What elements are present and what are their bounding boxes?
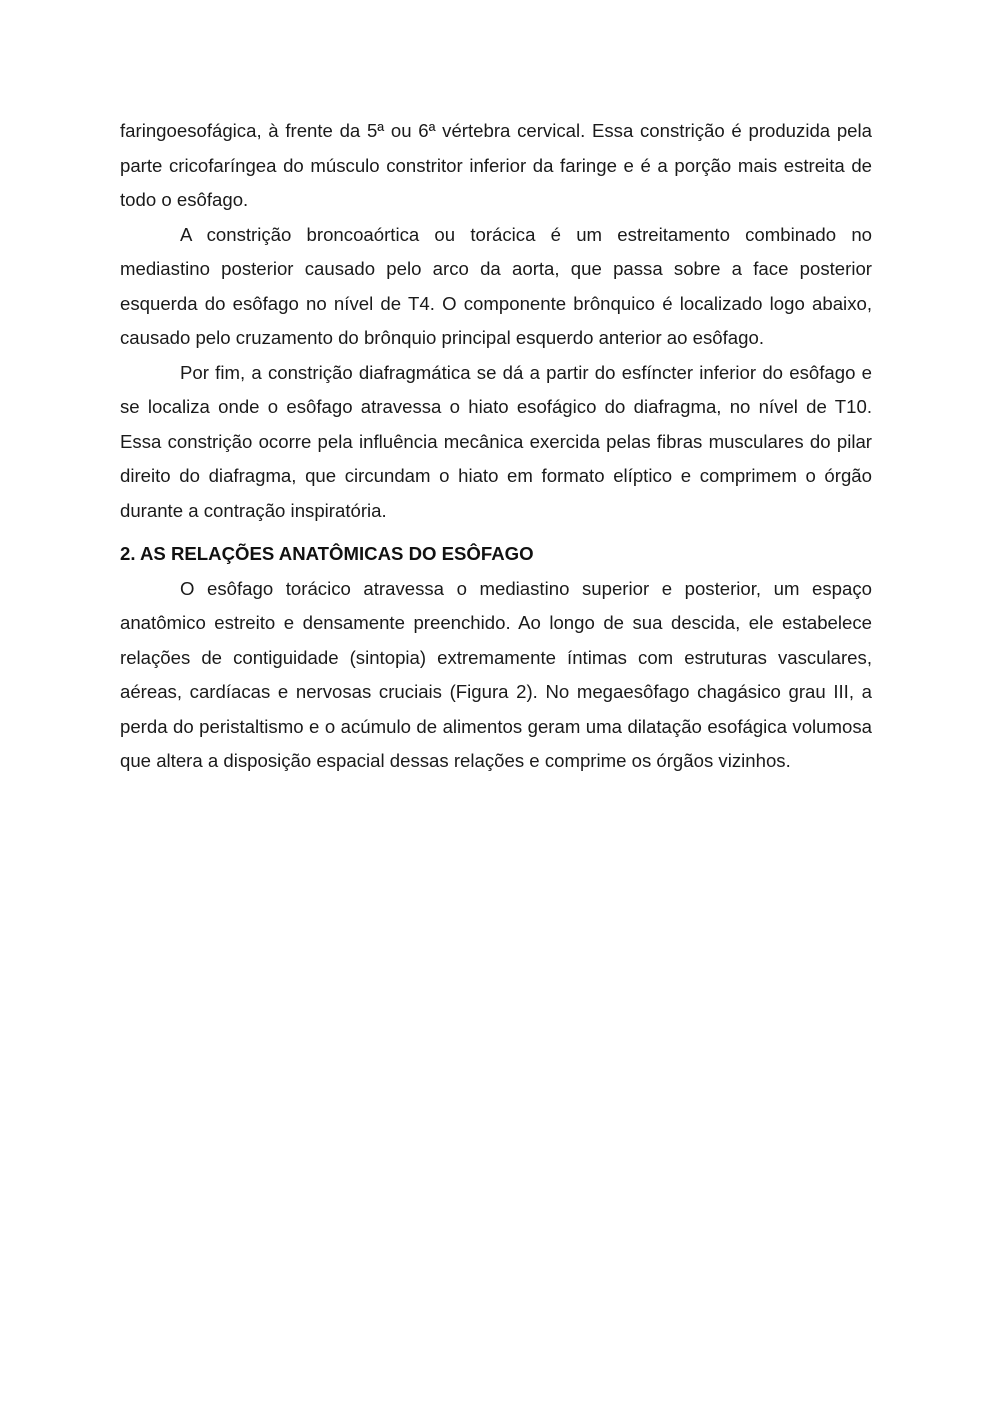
paragraph-anatomical-relations: O esôfago torácico atravessa o mediastino superior e posterior, um espaço anatômico estreito e densamente preenchido. Ao longo de sua descida, ele estabelece relações de contiguidade (sintopia) extremamente íntimas com estruturas vasculares, aéreas, cardíacas e nervosas cruciais (Figura 2). No megaesôfago chagásico grau III, a perda do peristaltismo e o acúmulo de alimentos geram uma dilatação esofágica volumosa que altera a disposição espacial dessas relações e comprime os órgãos vizinhos. bbox=[120, 577, 872, 771]
paragraph-bronchoaortic-constriction: A constrição broncoaórtica ou torácica é um estreitamento combinado no mediastino posterior causado pelo arco da aorta, que passa sobre a face posterior esquerda do esôfago no nível de T4. O componente brônquico é localizado logo abaixo, causado pelo cruzamento do brônquio principal esquerdo anterior ao esôfago. bbox=[120, 223, 872, 348]
section-heading: 2. AS RELAÇÕES ANATÔMICAS DO ESÔFAGO bbox=[120, 543, 534, 564]
paragraph-continuation: faringoesofágica, à frente da 5ª ou 6ª vértebra cervical. Essa constrição é produzida pela parte cricofaríngea do músculo constritor inferior da faringe e é a porção mais estreita de todo o esôfago. bbox=[120, 120, 872, 210]
paragraph-diaphragmatic-constriction: Por fim, a constrição diafragmática se dá a partir do esfíncter inferior do esôfago e se localiza onde o esôfago atravessa o hiato esofágico do diafragma, no nível de T10. Essa constrição ocorre pela influência mecânica exercida pelas fibras musculares do pilar direito do diafragma, que circundam o hiato em formato elíptico e comprimem o órgão durante a contração inspiratória. bbox=[120, 361, 872, 521]
document-body bbox=[120, 114, 872, 779]
